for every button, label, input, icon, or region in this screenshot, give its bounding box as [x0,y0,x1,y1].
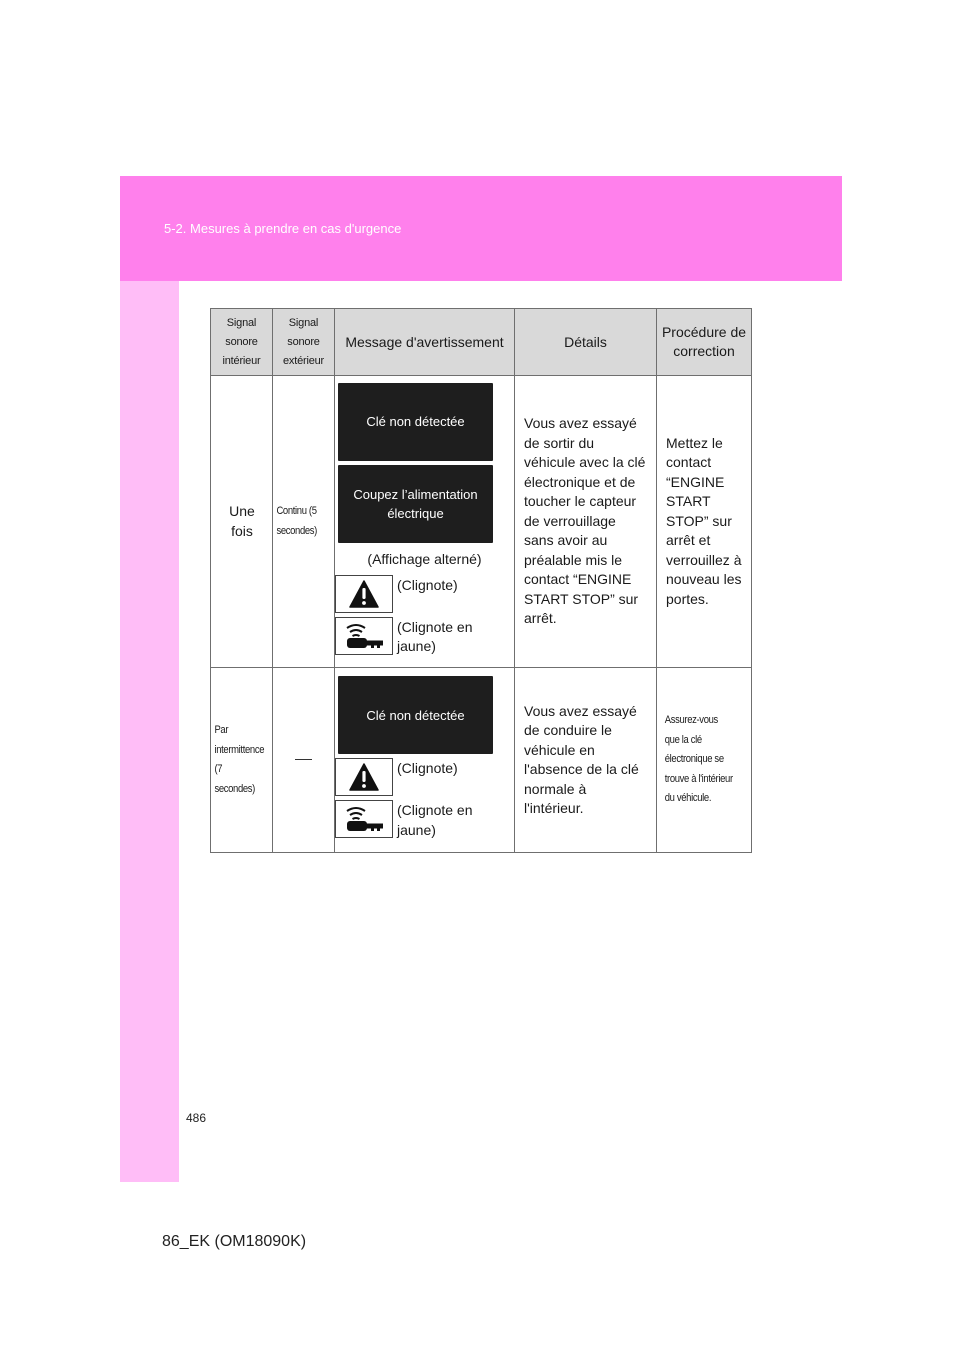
details-text: Vous avez essayé de sortir du véhicule avec la clé électronique et de toucher le capteur de verrouillage sans avoir au préalable mis le contact “ENGINE START STOP” sur arrêt. [524,415,646,627]
icon-row-warning [335,758,514,796]
correction-cell [657,668,752,853]
display-screen-key-not-detected [338,676,493,754]
interior-signal: Une fois [229,503,255,539]
icon-row-key [335,617,514,657]
icon-row-warning [335,575,514,613]
message-cell [335,668,515,853]
details-cell [515,376,657,668]
screen-text: Coupez l’alimentation électrique [353,486,478,521]
table-header-row [211,309,752,376]
exterior-signal-cell [273,376,335,668]
display-screen-power-off [338,465,493,543]
alternate-display-caption: (Affichage alterné) [367,550,482,567]
exterior-signal-cell [273,668,335,853]
icon-row-key [335,800,514,840]
warning-table [210,308,752,853]
icon-label: (Clignote) [397,576,458,593]
warning-triangle-icon [335,575,393,613]
icon-label: (Clignote en jaune) [397,618,473,654]
document-code: 86_EK (OM18090K) [162,1233,307,1250]
display-screen-key-not-detected [338,383,493,461]
icon-label: (Clignote) [397,760,458,776]
icon-label: (Clignote en jaune) [397,802,473,838]
table-row [211,376,752,668]
details-text: Vous avez essayé de conduire le véhicule en l'absence de la clé normale à l'intérieur. [524,702,639,816]
table-row [211,668,752,853]
warning-triangle-icon [335,758,393,796]
screen-text: Clé non détectée [366,414,465,429]
key-icon [335,617,393,655]
interior-signal-cell [211,668,273,853]
correction-text: Assurez-vous que la clé électronique se trouve à l'intérieur du véhicule. [664,714,733,805]
details-cell [515,668,657,853]
correction-text: Mettez le contact “ENGINE START STOP” sur arrêt et verrouillez à nouveau les portes. [666,434,742,607]
chapter-header-band [120,176,842,281]
exterior-signal: Continu (5 secondes) [276,505,317,537]
col-header-details: Détails [515,309,657,376]
message-cell [335,376,515,668]
key-icon [335,800,393,838]
interior-signal-cell [211,376,273,668]
screen-text: Clé non détectée [366,707,465,723]
col-header-message: Message d'avertissement [335,309,515,376]
col-header-interior: Signal sonore intérieur [211,309,273,376]
interior-signal: Par intermittence (7 secondes) [214,724,265,795]
side-strip [120,281,179,1182]
dash-placeholder [295,759,312,760]
col-header-exterior: Signal sonore extérieur [273,309,335,376]
correction-cell [657,376,752,668]
page-number: 486 [186,1111,207,1125]
section-title: 5-2. Mesures à prendre en cas d'urgence [164,221,402,236]
col-header-correction: Procédure de correction [657,309,752,376]
